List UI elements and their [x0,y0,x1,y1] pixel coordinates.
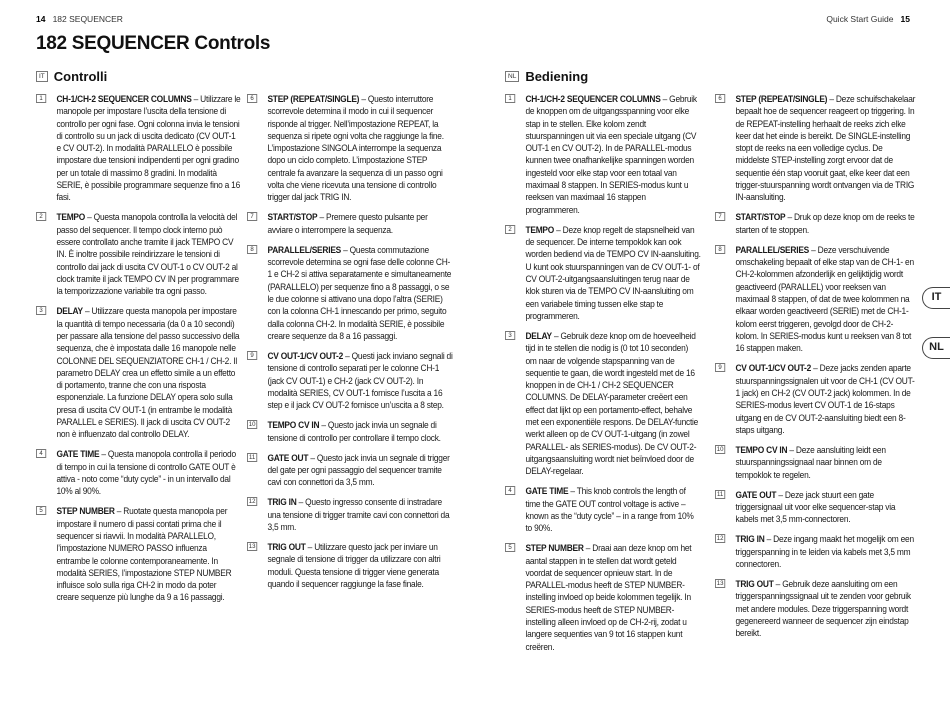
control-description-item [715,244,916,355]
control-description: – Questi jack inviano segnali di tensione di controllo separati per le colonne CH-1 (jack CV OUT-1) e CH-2 (jack CV OUT-2). In modalità SERIES, CV OUT-1 fornisce l’uscita a 16 step e il jack CV OUT-2 fornisce un’uscita a 8 step. [267,351,453,411]
item-number-badge: 6 [247,94,257,103]
control-description-item [247,452,453,489]
control-name: STEP NUMBER [525,543,584,554]
control-description-item [36,448,241,497]
control-description-item [247,496,453,533]
control-description: – Questo jack invia un segnale di trigger del gate per ogni passaggio del sequencer tramite cavi con connettori da 3,5 mm. [267,452,450,488]
control-name: START/STOP [267,212,318,223]
section-header-nl [505,69,588,84]
section-title: Bediening [525,69,589,84]
control-name: TEMPO [56,212,86,223]
control-name: STEP (REPEAT/SINGLE) [735,94,828,104]
control-description-item [715,489,916,526]
item-number-badge: 9 [247,351,257,360]
control-description: – Gebruik deze knop om de hoeveelheid tijd in te stellen die nodig is (0 tot 10 seconden) om naar de volgende stapspanning van de sequentie te gaan, die wordt ingesteld met de 16 knoppen in de CH-1 / CH-2 SEQUENCER COLUMNS. De DELAY-parameter creëert een effect dat lijkt op een portamento-effect, behalve met een exponentiële respons. De DELAY-functie werkt alleen op de CV OUT-1-uitgang (in zowel PARALLEL- als SERIES-modus). De CV OUT-2-uitgangsaansluiting wordt niet beïnvloed door de DELAY-regelaar. [525,330,699,477]
item-number-badge: 13 [716,579,724,587]
control-description: – Questa commutazione scorrevole determina se ogni fase delle colonne CH-1 e CH-2 si attiva separatamente e simultaneamente (PARALLELO) per sequenze fino a 8 passaggi, o se le due colonne si attivano una dopo l’altra (SERIE) con la colonna CH-1 innescando per primo, seguito dalla colonna CH-2. In modalità SERIE, è possibile creare sequenze da 8 a 16 passaggi. [267,244,452,341]
item-number-badge: 13 [248,543,256,551]
control-name: START/STOP [735,212,786,223]
control-description: – Gebruik deze aansluiting om een triggerspanningssignaal uit te zenden voor gebruik met andere modules. Deze triggerspanning wordt gegenereerd wanneer de sequencer zijn eindstap bereikt. [735,578,911,639]
language-code-badge: IT [36,71,48,82]
control-description: – Deze verschuivende omschakeling bepaalt of elke stap van de CH-1- en CH-2-kolommen afzonderlijk en gelijktijdig wordt geactiveerd (PARALLEL) voor reeksen van maximaal 8 stappen, of dat de twee kolommen na elkaar worden geactiveerd (SERIE) met de CH-1-kolom eerst triggeren, gevolgd door de CH-2-kolom. In SERIES-modus kunt u reeksen van 8 tot 16 stappen maken. [735,244,914,354]
control-description-item [505,330,701,478]
control-description-item [715,533,916,570]
control-description: – Druk op deze knop om de reeks te starten of te stoppen. [735,212,915,235]
item-number-badge: 5 [36,506,46,515]
control-description: – This knob controls the length of time the GATE OUT control voltage is active – known as the “duty cycle” – in a range from 10% to 90%. [525,486,694,534]
section-title: Controlli [53,69,108,84]
control-description-item [247,350,453,411]
control-name: CV OUT-1/CV OUT-2 [735,363,812,374]
item-number-badge: 8 [715,245,725,254]
control-name: GATE OUT [735,489,777,500]
control-description: – Questo jack invia un segnale di tensione di controllo per controllare il tempo clock. [267,420,441,443]
item-number-badge: 7 [247,212,257,221]
control-description: – Deze ingang maakt het mogelijk om een triggerspanning in te leiden via kabels met 3,5 mm connectoren. [735,534,914,569]
control-description-item [36,305,241,440]
text-column-nl-1 [505,93,701,661]
side-tab-nl: NL [922,337,950,359]
control-description-item [247,211,453,236]
control-name: TRIG IN [267,497,297,508]
control-description-item [505,542,701,653]
control-description: – Questo ingresso consente di instradare una tensione di trigger tramite cavi con connettori da 3,5 mm. [267,497,450,532]
control-name: TRIG OUT [735,578,774,589]
control-description: – Utilizzare le manopole per impostare l’uscita della tensione di controllo per ogni fase. Ogni colonna invia le tensioni di controllo su un jack di uscita dedicato (CV OUT-1 e CV OUT-2). In modalità PARALLELO è possibile impostare due tensioni indipendenti per ogni gradino per un totale di massimo 8 gradini. In modalità SERIE, è possibile programmare sequenze fino a 16 fasi. [56,94,241,203]
text-column-nl-2 [715,93,916,647]
control-description-item [505,93,701,216]
control-description-item [715,578,916,639]
right-page-number: 15 [900,14,910,24]
item-number-badge: 6 [715,94,725,103]
control-description-item [36,211,241,297]
item-number-badge: 2 [505,225,515,234]
control-description: – Deze knop regelt de stapsnelheid van de sequencer. De interne tempoklok kan ook worden bediend via de TEMPO CV IN-aansluiting. U kunt ook stuurspanningen van de CV OUT-1- of CV OUT-2-uitgangsaansluitingen terug naar de klok sturen via de TEMPO CV IN-aansluiting om een variabele timing tussen elke stap te programmeren. [525,224,701,321]
control-description-item [247,419,453,444]
control-name: CH-1/CH-2 SEQUENCER COLUMNS [525,94,661,104]
control-description: – Deze jack stuurt een gate triggersignaal uit voor elke sequencer-stap via kabels met 3,5 mm-connectoren. [735,489,896,525]
item-number-badge: 3 [36,306,46,315]
control-description-item [247,541,453,590]
control-description: – Deze aansluiting leidt een stuurspanningssignaal naar binnen om de tempoklok te regelen. [735,444,886,480]
right-header-title: Quick Start Guide [826,14,894,24]
item-number-badge: 1 [505,94,515,103]
control-name: STEP NUMBER [56,506,115,517]
control-name: DELAY [56,306,83,317]
control-description: – Questo interruttore scorrevole determina il modo in cui il sequencer risponde al trigger. Nell’impostazione REPEAT, la sequenza si ripete ogni volta che raggiunge la fine. L’impostazione SINGOLA interrompe la sequenza dopo un ciclo completo. L’impostazione STEP centrale fa avanzare la sequenza di un passo ogni volta che viene ricevuta una tensione di controllo trigger dal jack TRIG IN. [267,94,444,203]
text-column-it-2 [247,93,453,598]
item-number-badge: 9 [715,363,725,372]
control-description-item [505,485,701,534]
item-number-badge: 1 [36,94,46,103]
control-description: – Utilizzare questo jack per inviare un segnale di tensione di trigger da utilizzare con altri moduli. Questa tensione di trigger viene generata quando il sequencer raggiunge la fase finale. [267,542,441,589]
item-number-badge: 4 [36,449,46,458]
item-number-badge: 12 [248,498,256,506]
control-description: – Deze schuifschakelaar bepaalt hoe de sequencer reageert op triggering. In de REPEAT-instelling herhaalt de reeks zich elke keer dat het einde is bereikt. De SINGLE-instelling stopt de reeks na een volledige cyclus. De middelste STEP-instelling zorgt ervoor dat de sequentie één stap vooruit gaat, elke keer dat een trigger-stuurspanning wordt ontvangen via de TRIG IN-aansluiting. [735,94,916,203]
control-description-item [715,211,916,236]
item-number-badge: 5 [505,543,515,552]
control-description: – Questa manopola controlla la velocità del passo del sequencer. Il tempo clock interno può essere controllato anche tramite il jack TEMPO CV IN. È inoltre possibile reindirizzare le tensioni di controllo dai jack di uscita CV OUT-1 o CV OUT-2 al clock tramite il jack TEMPO CV IN per programmare la temporizzazione variabile tra ogni passo. [56,212,239,297]
control-description: – Deze jacks zenden aparte stuurspanningssignalen uit voor de CH-1 (CV OUT-1 jack) en CH-2 (CV OUT-2 jack) kolommen. In de SERIES-modus levert CV OUT-1 de 16-staps uitgang en de CV OUT-2-aansluiting biedt een 8-staps uitgang. [735,363,915,435]
control-name: PARALLEL/SERIES [735,244,810,255]
control-description: – Gebruik de knoppen om de uitgangsspanning voor elke stap in te stellen. Elke kolom zendt stuurspanningen uit via een speciale uitgang (CV OUT-1 en CV OUT-2). In de PARALLEL-modus kunnen twee onafhankelijke spanningen worden ingesteld voor elke stap voor een totaal van maximaal 8 stappen. In SERIES-modus kunt u reeksen van maximaal 16 stappen programmeren. [525,94,697,215]
control-name: TRIG IN [735,534,765,545]
control-name: CH-1/CH-2 SEQUENCER COLUMNS [56,94,192,104]
control-description-item [505,224,701,322]
control-name: DELAY [525,330,552,341]
item-number-badge: 11 [716,490,724,498]
control-name: CV OUT-1/CV OUT-2 [267,351,344,362]
control-name: GATE TIME [525,486,569,497]
control-name: PARALLEL/SERIES [267,244,342,255]
item-number-badge: 8 [247,245,257,254]
left-page-number: 14 [36,14,46,24]
item-number-badge: 10 [716,445,724,453]
control-description-item [247,93,453,204]
text-column-it-1 [36,93,241,612]
item-number-badge: 3 [505,331,515,340]
control-name: GATE OUT [267,452,309,463]
left-page-header [36,14,123,24]
right-page-header [826,14,910,24]
control-description: – Draai aan deze knop om het aantal stappen in te stellen dat wordt geteld voordat de sequencer opnieuw start. In de PARALLEL-modus heeft de STEP NUMBER-instelling invloed op beide kolommen tegelijk. In SERIES-modus heeft de STEP NUMBER-instelling alleen invloed op de CH-2-rij, zodat u langere sequenties van 9 tot 16 stappen kunt creëren. [525,543,692,652]
control-name: GATE TIME [56,449,100,460]
section-header-it [36,69,107,84]
side-tab-it: IT [922,287,950,309]
control-name: TEMPO CV IN [735,444,788,455]
control-description-item [247,244,453,342]
control-name: TRIG OUT [267,542,306,553]
item-number-badge: 11 [248,453,256,461]
item-number-badge: 10 [248,421,256,429]
control-name: STEP (REPEAT/SINGLE) [267,94,360,104]
control-description-item [36,93,241,204]
control-description: – Ruotate questa manopola per impostare il numero di passi contati prima che il sequencer si riavvii. In modalità PARALLELO, l’impostazione NUMERO PASSO influenza entrambe le colonne contemporaneamente. In modalità SERIES, l’impostazione STEP NUMBER influisce solo sulla riga CH-2 in modo da poter creare sequenze più lunghe da 9 a 16 passaggi. [56,506,232,603]
control-name: TEMPO [525,224,555,235]
control-description: – Premere questo pulsante per avviare o interrompere la sequenza. [267,212,428,235]
left-header-title: 182 SEQUENCER [52,14,123,24]
control-description: – Questa manopola controlla il periodo di tempo in cui la tensione di controllo GATE OUT è attiva - noto come “duty cycle” - in un intervallo dal 10% al 90%. [56,449,236,497]
item-number-badge: 2 [36,212,46,221]
control-description: – Utilizzare questa manopola per impostare la quantità di tempo necessaria (da 0 a 10 secondi) per passare alla tensione del passo successivo della sequenza, che è impostata dalle 16 manopole nelle COLONNE DEL SEQUENZIATORE CH-1 / CH-2. Il parametro DELAY crea un effetto simile a un effetto di portamento, tranne che con una risposta esponenziale. La funzione DELAY opera solo sulla presa di uscita CV OUT-1 (in entrambe le modalità PARALLEL e SERIES). Il jack di uscita CV OUT-2 non è influenzato dal controllo DELAY. [56,306,240,440]
control-description-item [715,362,916,436]
page-title: 182 SEQUENCER Controls [36,33,271,54]
language-code-badge: NL [505,71,519,82]
item-number-badge: 7 [715,212,725,221]
item-number-badge: 12 [716,535,724,543]
control-description-item [36,505,241,603]
control-description-item [715,444,916,481]
control-description-item [715,93,916,204]
control-name: TEMPO CV IN [267,420,320,431]
item-number-badge: 4 [505,486,515,495]
